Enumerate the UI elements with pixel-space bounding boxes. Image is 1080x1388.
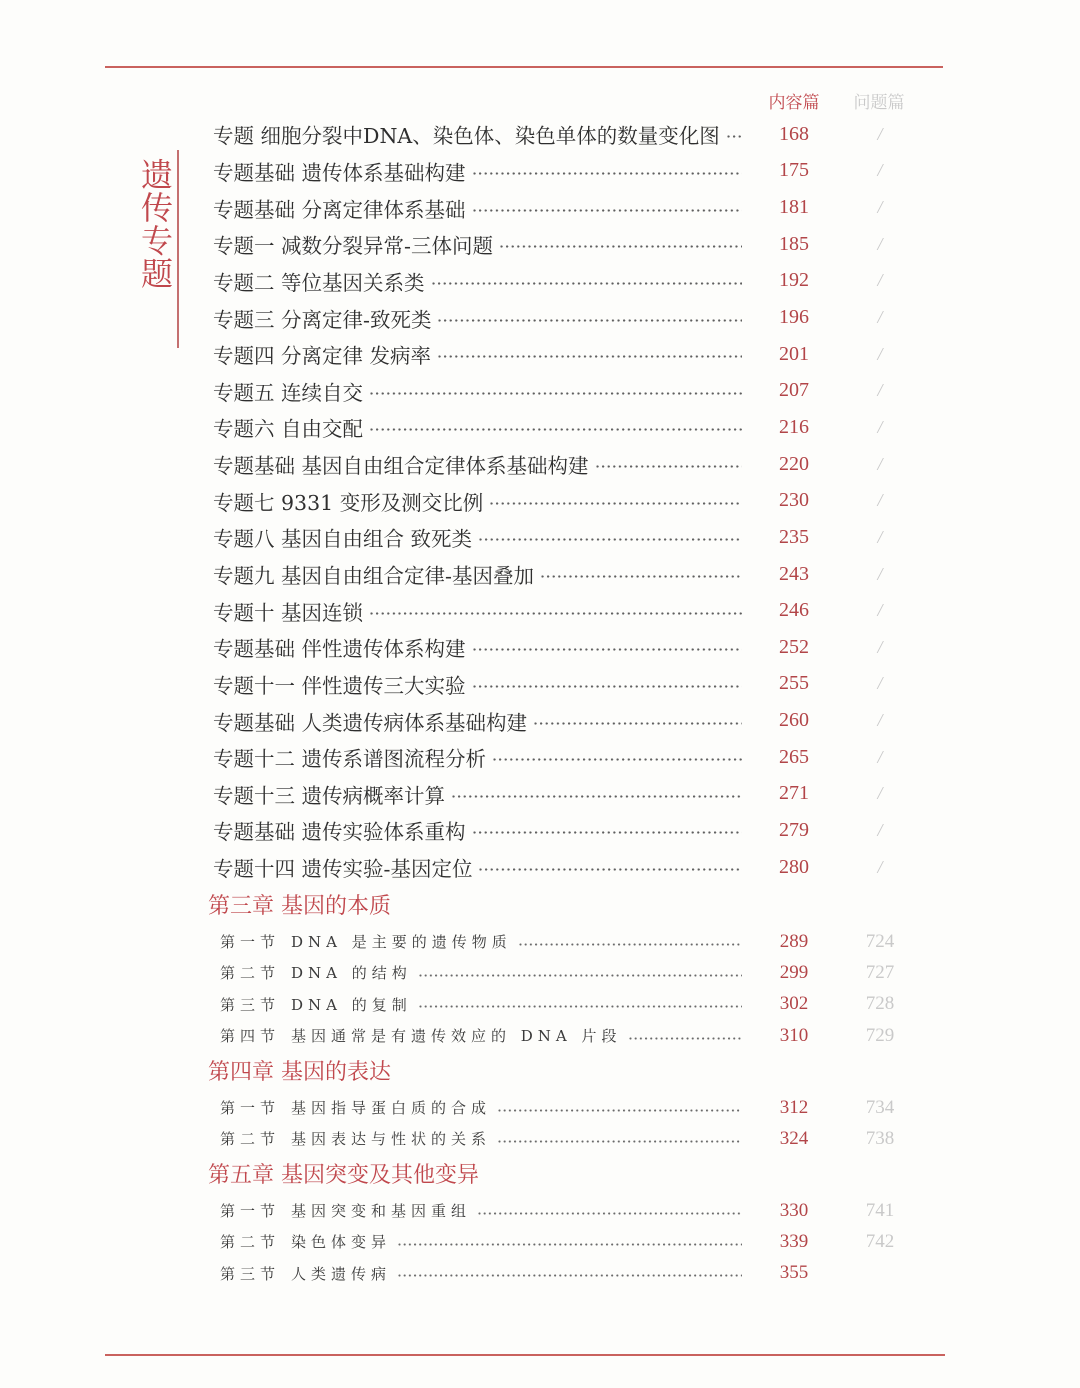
- section-number: 第二节: [220, 1130, 281, 1149]
- entry-title: 专题基础 遗传体系基础构建: [213, 160, 466, 185]
- section-list: [220, 1195, 905, 1289]
- toc-entry: [213, 482, 905, 519]
- toc-entry: [213, 336, 905, 373]
- problem-page-number: /: [877, 819, 883, 840]
- dot-leader: [398, 1243, 742, 1246]
- section-title: 染色体变异: [291, 1233, 392, 1252]
- content-page-number: 175: [779, 159, 809, 182]
- dot-leader: [438, 319, 742, 322]
- toc-entry: [213, 409, 905, 446]
- toc-section-entry: [220, 989, 905, 1020]
- entry-title: 专题八 基因自由组合 致死类: [213, 527, 473, 552]
- problem-page-number: 734: [865, 1096, 895, 1118]
- problem-page-number: /: [877, 673, 883, 694]
- toc-entry: [213, 592, 905, 629]
- section-title: DNA 的复制: [291, 995, 412, 1014]
- content-page-number: 280: [779, 855, 809, 878]
- content-page-number: 252: [779, 635, 809, 658]
- entry-title: 专题九 基因自由组合定律-基因叠加: [213, 564, 534, 588]
- dot-leader: [370, 612, 742, 615]
- entry-title: 专题基础 基因自由组合定律体系基础构建: [213, 454, 589, 479]
- bottom-rule: [105, 1354, 945, 1356]
- problem-page-number: 741: [865, 1199, 895, 1221]
- problem-page-number: /: [877, 563, 883, 584]
- content-page-number: 299: [779, 961, 809, 983]
- content-page-number: 168: [779, 122, 809, 145]
- entry-title: 专题 细胞分裂中DNA、染色体、染色单体的数量变化图: [213, 124, 720, 149]
- toc-section-entry: [220, 1195, 905, 1226]
- problem-page-number: /: [877, 307, 883, 328]
- section-number: 第三节: [220, 1264, 281, 1283]
- content-page-number: 310: [779, 1024, 809, 1046]
- toc-section-entry: [220, 926, 905, 957]
- dot-leader: [438, 355, 742, 358]
- section-number: 第一节: [220, 933, 281, 952]
- problem-page-number: /: [877, 600, 883, 621]
- toc-entry: [213, 776, 905, 813]
- toc-entry: [213, 372, 905, 409]
- toc-entry: [213, 666, 905, 703]
- section-title: 基因通常是有遗传效应的 DNA 片段: [291, 1027, 622, 1046]
- toc-entry: [213, 116, 905, 153]
- problem-page-number: /: [877, 636, 883, 657]
- toc-entry: [213, 299, 905, 336]
- section-number: 第三节: [220, 995, 281, 1014]
- section-number: 第一节: [220, 1099, 281, 1118]
- dot-leader: [370, 428, 742, 431]
- dot-leader: [370, 392, 742, 395]
- toc-entry: [213, 812, 905, 849]
- content-page-number: 207: [779, 379, 809, 402]
- content-page-number: 265: [779, 745, 809, 768]
- content-page-number: 271: [779, 782, 809, 805]
- chapter-heading: 第三章 基因的本质: [208, 894, 391, 919]
- entry-title: 专题基础 遗传实验体系重构: [213, 820, 466, 845]
- toc-entry: [213, 189, 905, 226]
- content-page-number: 302: [779, 993, 809, 1015]
- entry-title: 专题十一 伴性遗传三大实验: [213, 673, 466, 698]
- problem-page-number: /: [877, 453, 883, 474]
- entry-title: 专题二 等位基因关系类: [213, 270, 425, 295]
- dot-leader: [473, 831, 742, 834]
- problem-page-number: /: [877, 380, 883, 401]
- dot-leader: [432, 282, 742, 285]
- toc-entry: [213, 556, 905, 593]
- toc-section-entry: [220, 1092, 905, 1123]
- section-number: 第二节: [220, 1233, 281, 1252]
- entry-title: 专题四 分离定律 发病率: [213, 344, 432, 369]
- dot-leader: [727, 135, 742, 138]
- entry-title: 专题十三 遗传病概率计算: [213, 783, 446, 808]
- dot-leader: [473, 648, 742, 651]
- section-title: DNA 是主要的遗传物质: [291, 933, 512, 952]
- section-list: [220, 926, 905, 1051]
- entry-title: 专题六 自由交配: [213, 417, 364, 442]
- dot-leader: [419, 1005, 742, 1008]
- section-list: [220, 1092, 905, 1155]
- entry-title: 专题基础 人类遗传病体系基础构建: [213, 710, 528, 735]
- dot-leader: [419, 974, 742, 977]
- content-page-number: 216: [779, 415, 809, 438]
- dot-leader: [452, 795, 742, 798]
- content-page-number: 339: [779, 1230, 809, 1252]
- content-page-number: 279: [779, 818, 809, 841]
- toc-entry: [213, 226, 905, 263]
- problem-page-number: /: [877, 343, 883, 364]
- section-number: 第四节: [220, 1027, 281, 1046]
- problem-page-number: /: [877, 197, 883, 218]
- dot-leader: [473, 172, 742, 175]
- content-page-number: 330: [779, 1199, 809, 1221]
- content-page-number: 235: [779, 525, 809, 548]
- toc-section-entry: [220, 957, 905, 988]
- problem-page-number: 738: [865, 1127, 895, 1149]
- entry-title: 专题十 基因连锁: [213, 600, 364, 625]
- problem-page-number: 724: [865, 930, 895, 952]
- toc-section-entry: [220, 1258, 905, 1289]
- problem-page-number: 727: [865, 961, 895, 983]
- content-page-number: 230: [779, 489, 809, 512]
- entry-title: 专题基础 分离定律体系基础: [213, 197, 466, 222]
- dot-leader: [498, 1109, 742, 1112]
- toc-entry: [213, 739, 905, 776]
- problem-page-number: /: [877, 416, 883, 437]
- problem-page-number: /: [877, 160, 883, 181]
- dot-leader: [519, 943, 742, 946]
- content-page-number: 201: [779, 342, 809, 365]
- section-title: DNA 的结构: [291, 964, 412, 983]
- problem-page-number: 729: [865, 1024, 895, 1046]
- content-page-number: 255: [779, 672, 809, 695]
- dot-leader: [500, 245, 742, 248]
- problem-page-number: 742: [865, 1230, 895, 1252]
- section-number: 第一节: [220, 1202, 281, 1221]
- entry-title: 专题三 分离定律-致死类: [213, 307, 432, 332]
- problem-column-header: 问题篇: [853, 93, 905, 113]
- dot-leader: [479, 538, 742, 541]
- content-page-number: 312: [779, 1096, 809, 1118]
- problem-page-number: /: [877, 123, 883, 144]
- chapter-heading: 第五章 基因突变及其他变异: [208, 1163, 479, 1188]
- top-rule: [105, 66, 943, 68]
- content-page-number: 289: [779, 930, 809, 952]
- toc-entry: [213, 153, 905, 190]
- topic-list: [213, 116, 905, 885]
- section-title: 基因表达与性状的关系: [291, 1130, 492, 1149]
- toc-entry: [213, 519, 905, 556]
- section-title: 人类遗传病: [291, 1264, 392, 1283]
- side-section-label: 遗传专题: [136, 158, 174, 290]
- toc-section-entry: [220, 1020, 905, 1051]
- dot-leader: [473, 209, 742, 212]
- content-page-number: 355: [779, 1262, 809, 1284]
- dot-leader: [629, 1037, 742, 1040]
- section-number: 第二节: [220, 964, 281, 983]
- section-title: 基因突变和基因重组: [291, 1202, 472, 1221]
- toc-entry: [213, 849, 905, 886]
- dot-leader: [478, 1212, 742, 1215]
- dot-leader: [479, 868, 742, 871]
- toc-entry: [213, 263, 905, 300]
- problem-page-number: /: [877, 233, 883, 254]
- entry-title: 专题十四 遗传实验-基因定位: [213, 857, 473, 882]
- entry-title: 专题五 连续自交: [213, 380, 364, 405]
- toc-entry: [213, 629, 905, 666]
- dot-leader: [493, 758, 742, 761]
- problem-page-number: /: [877, 526, 883, 547]
- dot-leader: [541, 575, 742, 578]
- entry-title: 专题基础 伴性遗传体系构建: [213, 637, 466, 662]
- entry-title: 专题七 9331 变形及测交比例: [213, 490, 484, 515]
- toc-entry: [213, 702, 905, 739]
- chapter-heading: 第四章 基因的表达: [208, 1060, 391, 1085]
- entry-title: 专题十二 遗传系谱图流程分析: [213, 747, 487, 772]
- problem-page-number: /: [877, 746, 883, 767]
- toc-section-entry: [220, 1123, 905, 1154]
- dot-leader: [534, 722, 742, 725]
- problem-page-number: /: [877, 710, 883, 731]
- problem-page-number: /: [877, 490, 883, 511]
- content-column-header: 内容篇: [768, 93, 820, 113]
- dot-leader: [473, 685, 742, 688]
- problem-page-number: /: [877, 856, 883, 877]
- dot-leader: [398, 1274, 742, 1277]
- dot-leader: [596, 465, 742, 468]
- section-title: 基因指导蛋白质的合成: [291, 1099, 492, 1118]
- content-page-number: 220: [779, 452, 809, 475]
- content-page-number: 324: [779, 1127, 809, 1149]
- toc-entry: [213, 446, 905, 483]
- problem-page-number: 728: [865, 993, 895, 1015]
- side-divider: [177, 150, 179, 348]
- content-page-number: 260: [779, 709, 809, 732]
- content-page-number: 181: [779, 196, 809, 219]
- content-page-number: 196: [779, 306, 809, 329]
- content-page-number: 192: [779, 269, 809, 292]
- entry-title: 专题一 减数分裂异常-三体问题: [213, 234, 493, 259]
- content-page-number: 185: [779, 232, 809, 255]
- problem-page-number: /: [877, 270, 883, 291]
- content-page-number: 243: [779, 562, 809, 585]
- content-page-number: 246: [779, 599, 809, 622]
- problem-page-number: /: [877, 783, 883, 804]
- dot-leader: [490, 502, 742, 505]
- dot-leader: [498, 1140, 742, 1143]
- toc-section-entry: [220, 1226, 905, 1257]
